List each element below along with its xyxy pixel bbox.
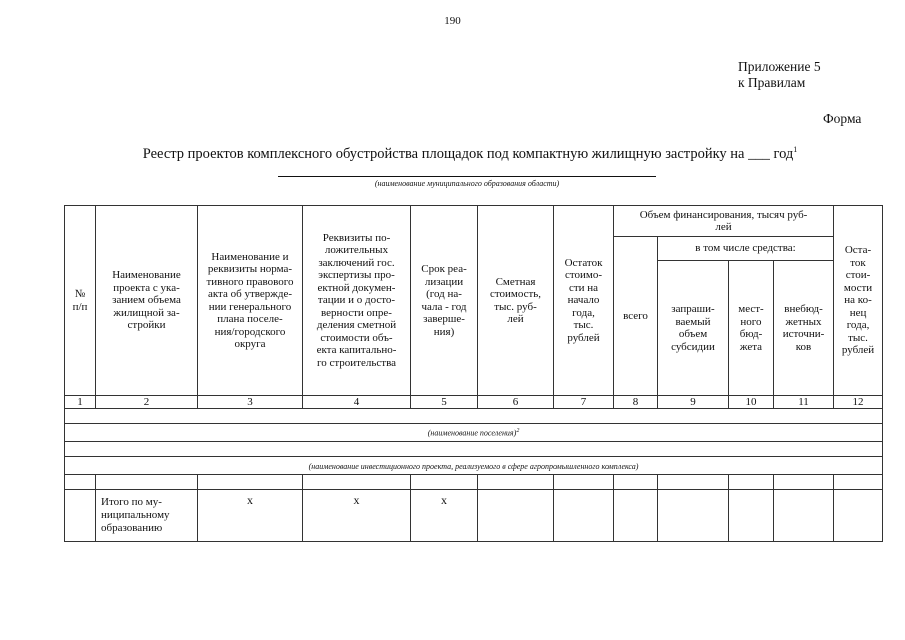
table-cell <box>614 475 658 490</box>
column-number: 8 <box>614 396 658 409</box>
table-cell <box>554 475 614 490</box>
table-cell <box>614 490 658 542</box>
header-expertise: Реквизиты по- ложительных заключений гос. экспертизы про- ектной докумен- тации и о досто- верности опре- деления сметной стоимости объ- екта капитально- го строительства <box>303 206 411 396</box>
settlement-footnote-mark: 2 <box>516 428 520 435</box>
column-number: 12 <box>834 396 883 409</box>
appendix-line-2: к Правилам <box>738 75 806 90</box>
title-footnote-mark: 1 <box>793 145 798 154</box>
column-number: 9 <box>658 396 729 409</box>
settlement-caption-row <box>65 424 883 442</box>
page-number: 190 <box>444 15 461 27</box>
appendix-line-1: Приложение 5 <box>738 59 821 74</box>
table-cell <box>65 475 96 490</box>
column-number: 3 <box>198 396 303 409</box>
table-cell <box>834 490 883 542</box>
table-cell <box>774 475 834 490</box>
header-funding-volume: Объем финансирования, тысяч руб- лей <box>614 206 834 237</box>
column-number: 7 <box>554 396 614 409</box>
header-legal-act: Наименование и реквизиты норма- тивного правового акта об утвержде- нии генерального плана поселе- ния/городского округа <box>198 206 303 396</box>
table-cell <box>303 475 411 490</box>
header-balance-start: Остаток стоимо- сти на начало года, тыс. рублей <box>554 206 614 396</box>
blank-cell <box>65 409 883 424</box>
not-applicable-mark: х <box>411 490 478 542</box>
column-number: 11 <box>774 396 834 409</box>
registry-table <box>64 205 883 542</box>
table-cell <box>96 475 198 490</box>
blank-row <box>65 442 883 457</box>
header-local-budget: мест- ного бюд- жета <box>729 261 774 396</box>
column-number: 4 <box>303 396 411 409</box>
header-total: всего <box>614 237 658 396</box>
table-cell <box>729 490 774 542</box>
header-subsidy: запраши- ваемый объем субсидии <box>658 261 729 396</box>
column-number: 2 <box>96 396 198 409</box>
header-estimated-cost: Сметная стоимость, тыс. руб- лей <box>478 206 554 396</box>
header-term: Срок реа- лизации (год на- чала - год заверше- ния) <box>411 206 478 396</box>
header-row-1 <box>65 206 883 237</box>
column-number: 6 <box>478 396 554 409</box>
table-cell <box>658 475 729 490</box>
table-cell <box>658 490 729 542</box>
blank-cell <box>65 442 883 457</box>
not-applicable-mark: х <box>198 490 303 542</box>
column-number: 10 <box>729 396 774 409</box>
table-cell <box>478 475 554 490</box>
blank-row <box>65 409 883 424</box>
document-title-text: Реестр проектов комплексного обустройства площадок под компактную жилищную застройку на ___ год <box>142 145 794 162</box>
header-extra-budget: внебюд- жетных источни- ков <box>774 261 834 396</box>
table-cell <box>834 475 883 490</box>
table-cell <box>65 490 96 542</box>
table-cell <box>198 475 303 490</box>
project-caption-row <box>65 457 883 475</box>
table-cell <box>729 475 774 490</box>
table-cell <box>478 490 554 542</box>
municipality-underline <box>278 176 656 177</box>
total-row <box>65 490 883 542</box>
column-number: 1 <box>65 396 96 409</box>
total-label: Итого по му- ниципальному образованию <box>96 490 198 542</box>
project-caption: (наименование инвестиционного проекта, реализуемого в сфере агропромышленного комплекса) <box>65 457 883 475</box>
header-num: № п/п <box>65 206 96 396</box>
header-including: в том числе средства: <box>658 237 834 261</box>
table-cell <box>554 490 614 542</box>
appendix-note <box>738 59 821 91</box>
header-project-name: Наименование проекта с ука- занием объема жилищной за- стройки <box>96 206 198 396</box>
not-applicable-mark: х <box>303 490 411 542</box>
municipality-caption: (наименование муниципального образования области) <box>374 179 560 188</box>
table-cell <box>411 475 478 490</box>
table-cell <box>774 490 834 542</box>
column-number: 5 <box>411 396 478 409</box>
header-balance-end: Оста- ток стои- мости на ко- нец года, тыс. рублей <box>834 206 883 396</box>
form-label: Форма <box>823 111 862 126</box>
column-number-row <box>65 396 883 409</box>
settlement-caption: (наименование поселения)$^2$ <box>65 424 883 442</box>
project-data-row <box>65 475 883 490</box>
document-title <box>0 145 905 163</box>
